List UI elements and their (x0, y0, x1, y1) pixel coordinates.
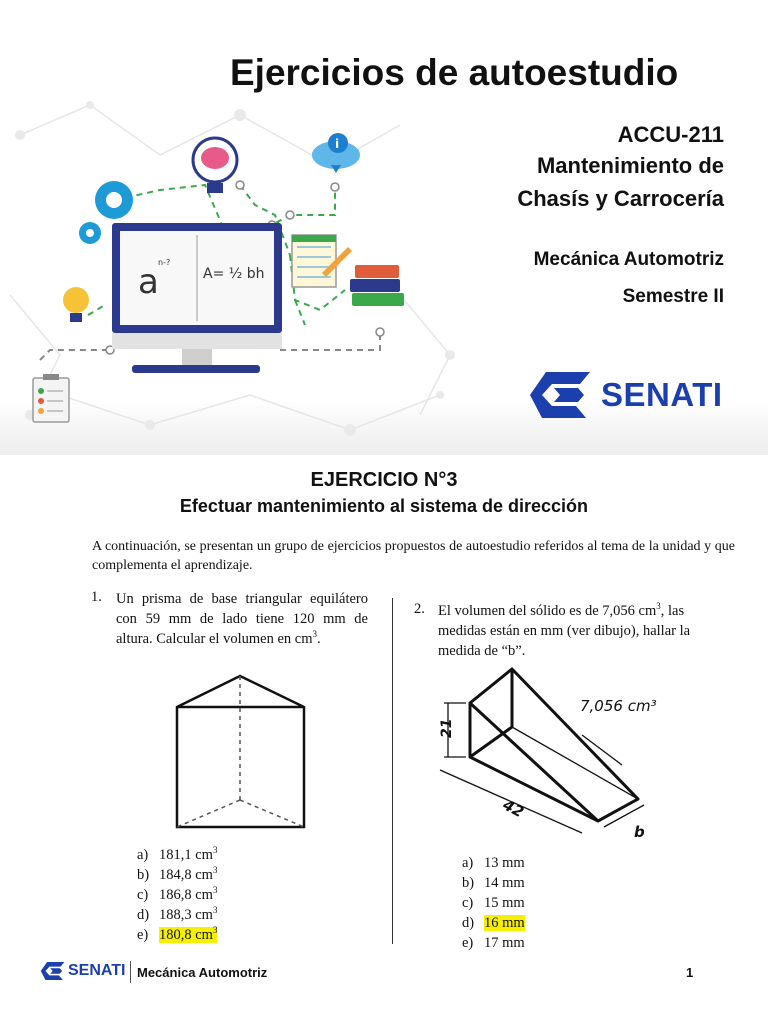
brain-bulb-icon (193, 138, 237, 193)
option-e[interactable]: e) 17 mm (462, 935, 525, 951)
option-c[interactable]: c) 15 mm (462, 895, 525, 911)
svg-text:42: 42 (499, 795, 527, 822)
option-d[interactable]: d) 16 mm (462, 915, 525, 931)
option-d[interactable]: d) 188,3 $cm^3$ (137, 905, 218, 923)
exercise-title: EJERCICIO N°3 (310, 469, 458, 491)
footer-logo-text: SENATI (68, 962, 126, 979)
checklist-icon (33, 374, 69, 422)
option-c[interactable]: c) 186,8 $cm^3$ (137, 885, 218, 903)
question-2-number: 2. (414, 601, 425, 617)
svg-text:7,056 cm³: 7,056 cm³ (580, 697, 657, 715)
hero-illustration (0, 95, 470, 440)
semester-label: Semestre II (622, 286, 724, 307)
option-e[interactable]: e) 180,8 $cm^3$ (137, 925, 218, 943)
svg-text:b: b (634, 823, 645, 841)
senati-logo-text: SENATI (601, 376, 723, 413)
info-cloud-icon (312, 133, 360, 173)
notebook-icon (292, 235, 352, 287)
page-title: Ejercicios de autoestudio (230, 52, 679, 93)
course-code: ACCU-211 (617, 122, 724, 147)
wedge-figure (432, 665, 682, 850)
page-number: 1 (686, 965, 694, 980)
answer-highlight: 16 mm (484, 915, 525, 931)
books-icon (350, 265, 404, 306)
option-b[interactable]: b) 184,8 $cm^3$ (137, 865, 218, 883)
question-1-number: 1. (91, 589, 102, 605)
monitor-icon (112, 223, 282, 373)
option-a[interactable]: a) 13 mm (462, 855, 525, 871)
option-b[interactable]: b) 14 mm (462, 875, 525, 891)
svg-text:a: a (138, 262, 159, 302)
answer-highlight: 180,8 $cm^3$ (159, 925, 218, 943)
option-a[interactable]: a) 181,1 $cm^3$ (137, 845, 218, 863)
question-2-text: El volumen del sólido es de 7,056 $cm^3$, las medidas están en mm (ver dibujo), hallar la medida de “b”. (438, 601, 691, 659)
question-1-options (137, 845, 217, 945)
question-2-options (462, 853, 525, 953)
prism-figure (172, 672, 312, 832)
senati-logo-icon (528, 370, 594, 420)
footer-program: Mecánica Automotriz (137, 965, 268, 980)
course-name-line-2: Chasís y Carrocería (517, 186, 724, 211)
footer-logo-icon (40, 961, 66, 981)
footer-divider (130, 961, 131, 983)
svg-text:21: 21 (439, 718, 455, 738)
course-name-line-1: Mantenimiento de (536, 153, 724, 178)
question-1-text: Un prisma de base triangular equilátero con 59 mm de lado tiene 120 mm de altura. Calcular el volumen en $cm^3$. (116, 591, 368, 647)
exercise-intro: A continuación, se presentan un grupo de ejercicios propuestos de autoestudio referidos al tema de la unidad y que complementa el aprendizaje. (92, 539, 735, 573)
exercise-subtitle: Efectuar mantenimiento al sistema de dirección (179, 496, 589, 516)
program-name: Mecánica Automotriz (533, 249, 724, 270)
svg-text:A= ½ bh: A= ½ bh (203, 266, 265, 282)
svg-text:i: i (335, 137, 340, 151)
svg-text:n-?: n-? (158, 258, 171, 267)
lightbulb-icon (63, 287, 89, 322)
column-divider (392, 598, 393, 944)
